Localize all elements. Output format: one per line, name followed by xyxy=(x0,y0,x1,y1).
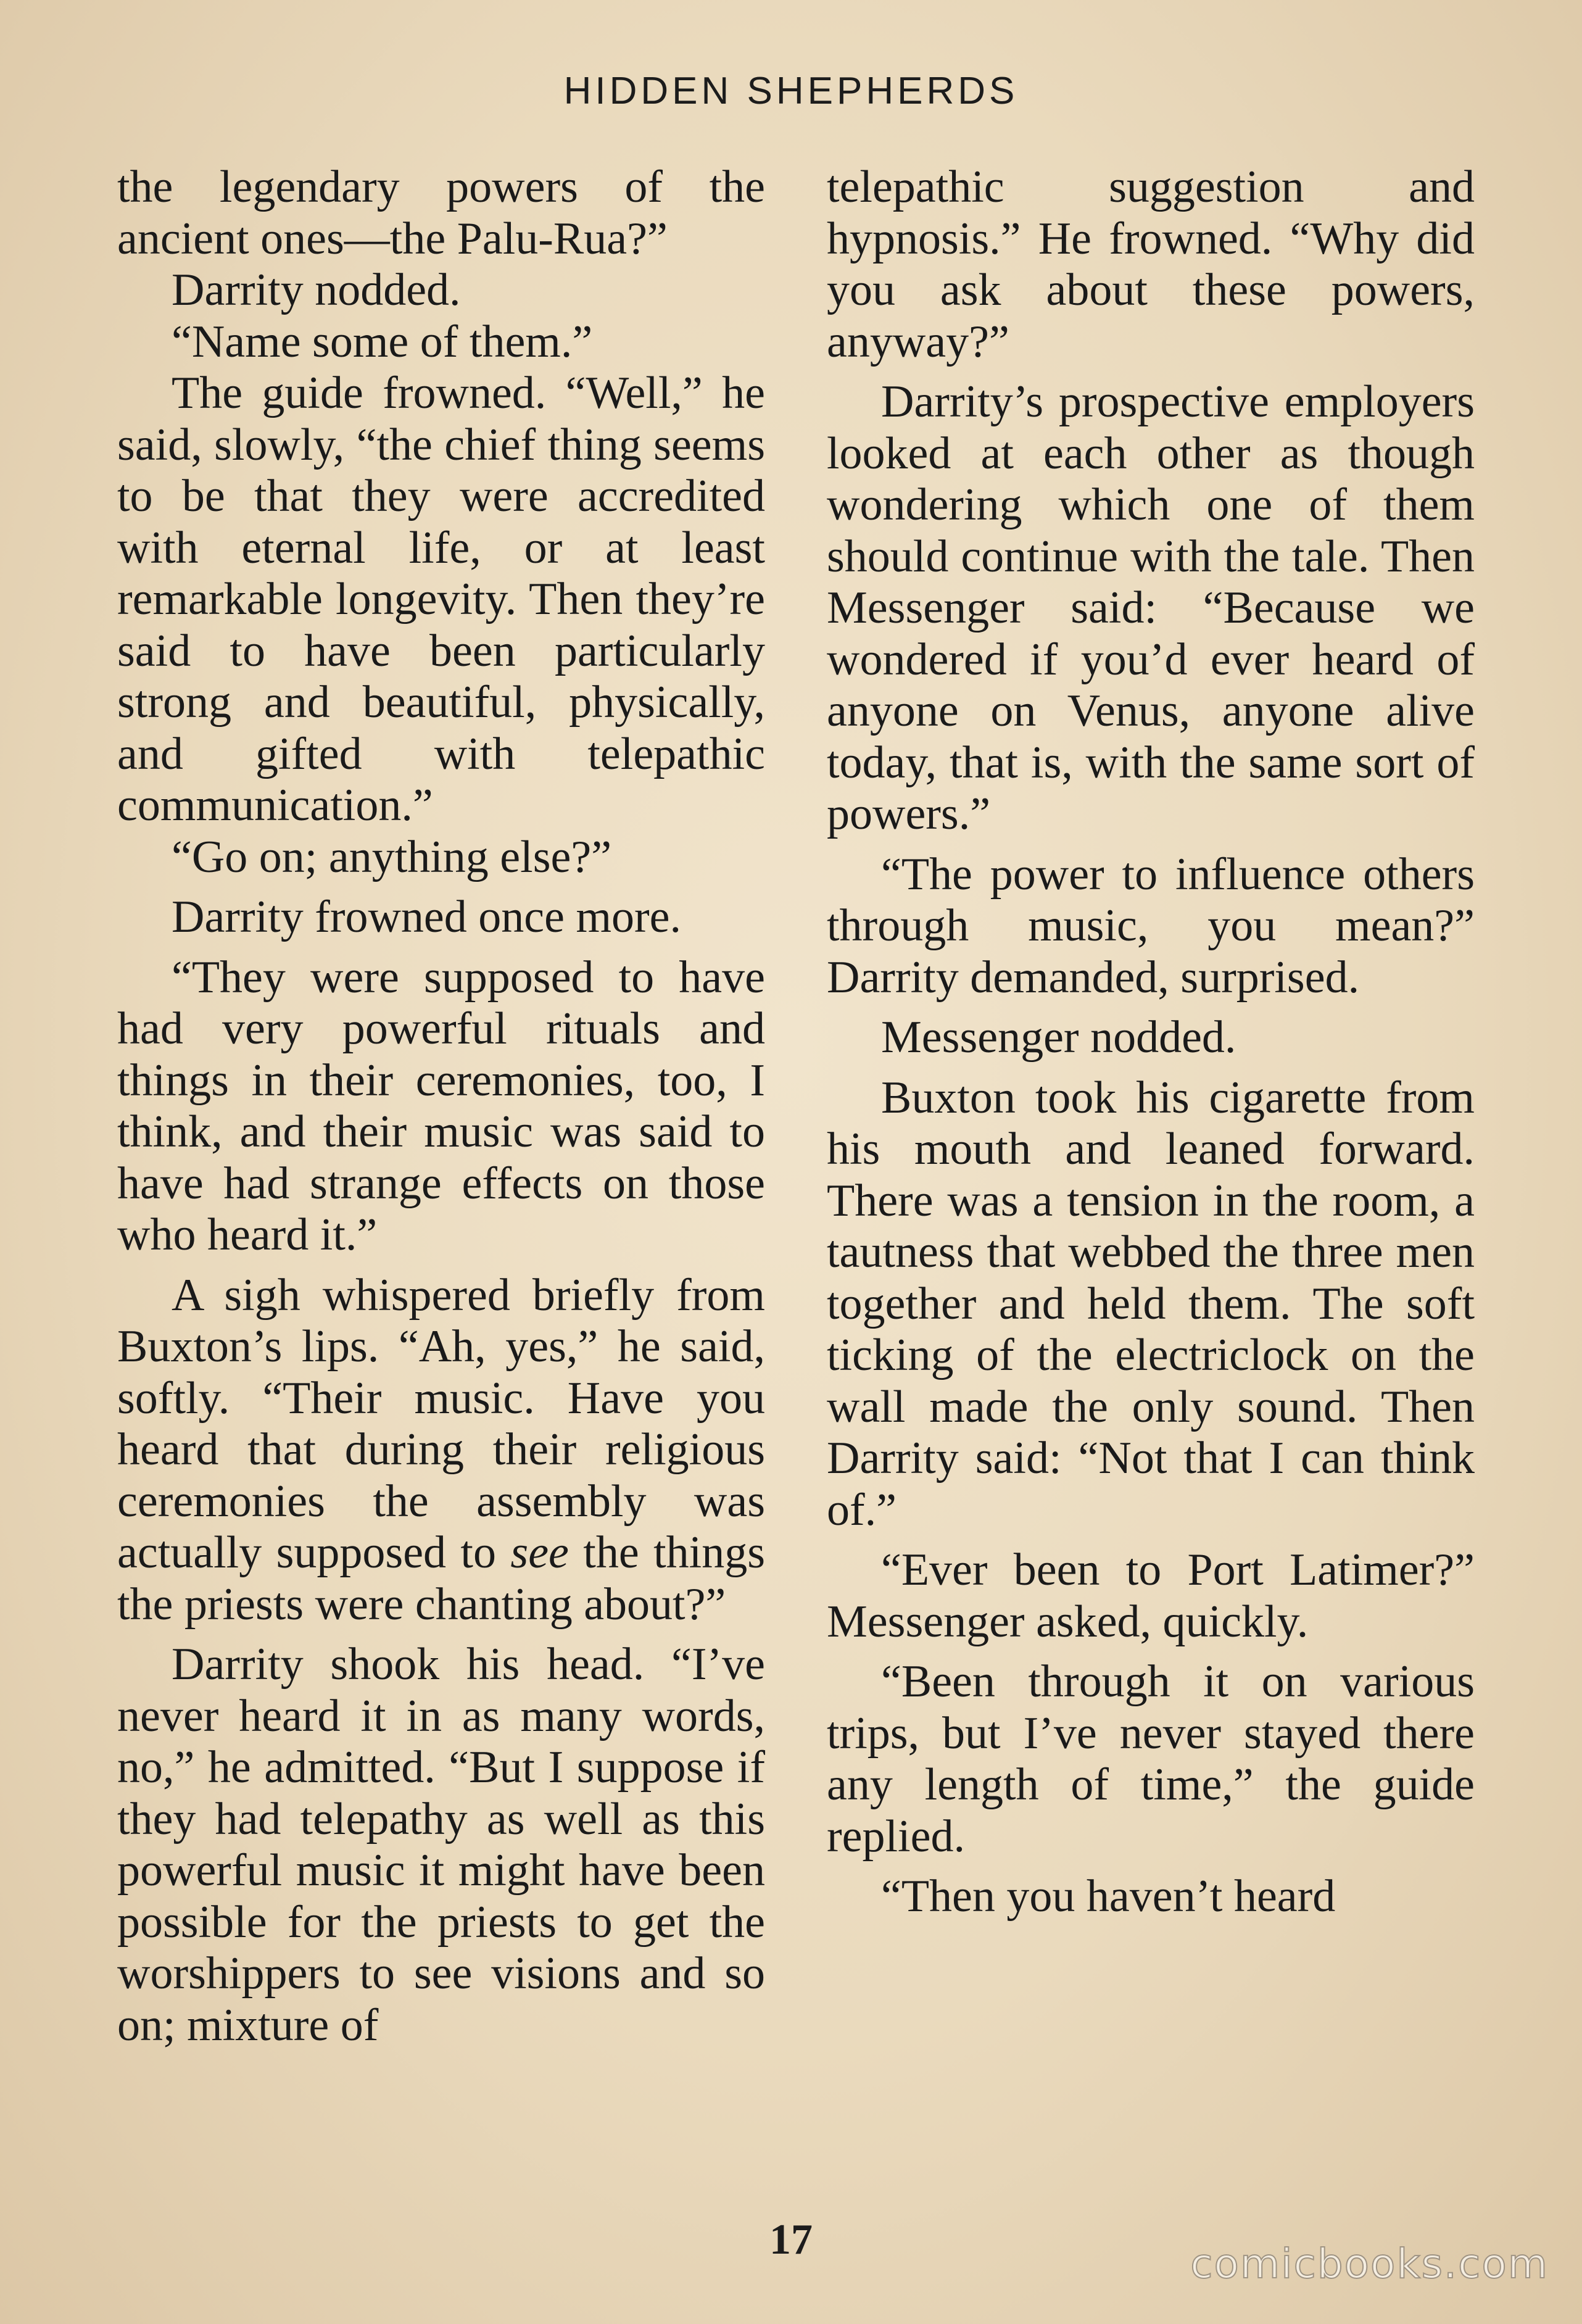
paragraph-text: the things the priests were chanting about?” xyxy=(117,1527,765,1630)
paragraph: Darrity nodded. xyxy=(172,265,461,315)
paragraph: The guide frowned. “Well,” he said, slowly, “the chief thing seems to be that they were accredited with eternal life, or at least remarkable longevity. Then they’re said to have been particularly strong and beautiful, physically, and gifted with telepathic communication.” xyxy=(117,368,765,831)
paragraph: “Been through it on various trips, but I’ve never stayed there any length of time,” the guide replied. xyxy=(827,1656,1475,1862)
paragraph: Darrity’s prospective employers looked at each other as though wondering which one of them should continue with the tale. Then Messenger said: “Because we wondered if you’d ever heard of anyone on Venus, anyone alive today, that is, with the same sort of powers.” xyxy=(827,376,1475,839)
paragraph: Darrity shook his head. “I’ve never heard it in as many words, no,” he admitted. “But I suppose if they had telepathy as well as this powerful music it might have been possible for the priests to get the worshippers to see visions and so on; mixture of xyxy=(117,1639,765,2051)
paragraph: “Then you haven’t heard xyxy=(881,1871,1336,1922)
paragraph: “They were supposed to have had very powerful rituals and things in their ceremonies, too, I think, and their music was said to have had strange effects on those who heard it.” xyxy=(117,952,765,1260)
paragraph: the legendary powers of the ancient ones—the Palu-Rua?” xyxy=(117,162,765,264)
paragraph: “Ever been to Port Latimer?” Messenger asked, quickly. xyxy=(827,1545,1475,1647)
paragraph: Darrity frowned once more. xyxy=(172,892,681,942)
left-column xyxy=(117,162,765,2051)
paragraph: Messenger nodded. xyxy=(881,1012,1236,1063)
running-title: HIDDEN SHEPHERDS xyxy=(563,70,1019,112)
emphasized-word: see xyxy=(510,1527,569,1578)
watermark: comicbooks.com xyxy=(1190,2240,1549,2288)
paragraph: Buxton took his cigarette from his mouth and leaned forward. There was a tension in the room, a tautness that webbed the three men together and held them. The soft ticking of the electriclock on the wall made the only sound. Then Darrity said: “Not that I can think of.” xyxy=(827,1072,1475,1535)
paragraph: telepathic suggestion and hypnosis.” He frowned. “Why did you ask about these powers, anyway?” xyxy=(827,162,1475,367)
paragraph: “Name some of them.” xyxy=(172,316,593,367)
paragraph xyxy=(117,1270,765,1631)
paragraph: “The power to influence others through music, you mean?” Darrity demanded, surprised. xyxy=(827,849,1475,1003)
page-number: 17 xyxy=(769,2216,813,2264)
paragraph: “Go on; anything else?” xyxy=(172,831,612,882)
right-column xyxy=(827,162,1475,1923)
paragraph-text: A sigh whispered briefly from Buxton’s lips. “Ah, yes,” he said, softly. “Their music. Have you heard that during their religious ceremonies the assembly was actually supposed to xyxy=(117,1269,765,1578)
